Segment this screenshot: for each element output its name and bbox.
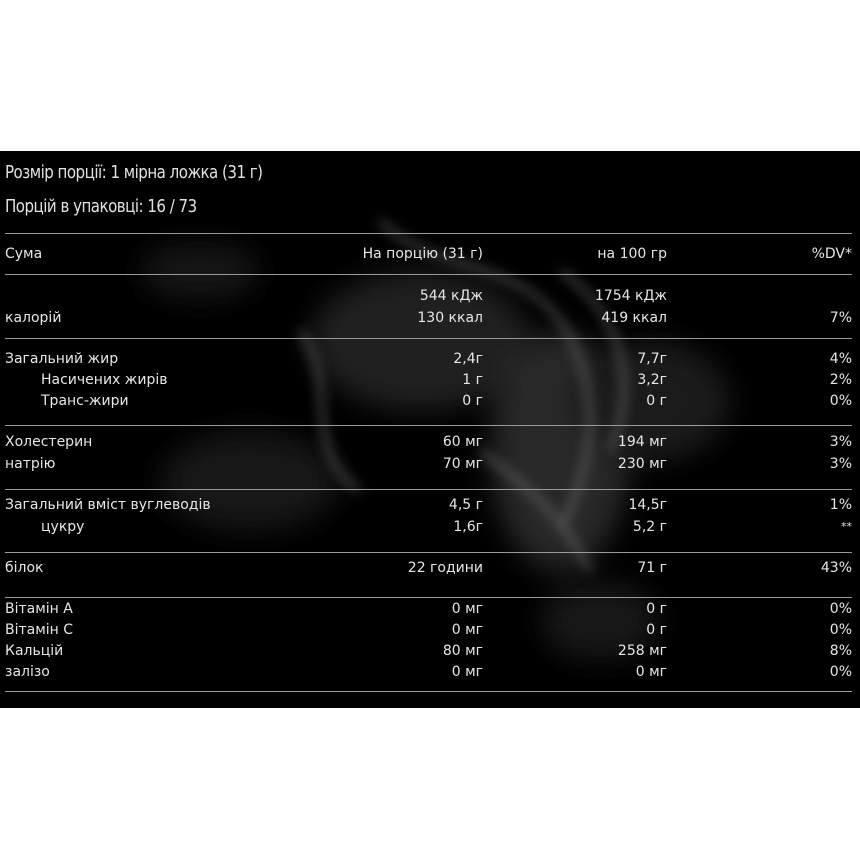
divider — [5, 274, 852, 275]
nutrient-label: Кальцій — [5, 643, 64, 659]
nutrient-per-100g: 0 мг — [635, 664, 667, 680]
nutrient-dv: 0% — [829, 664, 852, 680]
nutrient-label: Холестерин — [5, 434, 93, 450]
divider — [5, 597, 852, 598]
nutrient-per-100g: 258 мг — [617, 643, 667, 659]
nutrition-panel — [0, 151, 860, 708]
energy-dv: 7% — [829, 310, 852, 326]
nutrient-label: натрію — [5, 456, 56, 472]
nutrient-per-serving: 80 мг — [442, 643, 483, 659]
nutrient-dv: 8% — [829, 643, 852, 659]
divider — [5, 489, 852, 490]
column-header-per-serving: На порцію (31 г) — [362, 246, 483, 262]
column-header-dv: %DV* — [811, 246, 852, 262]
energy-kj-per-serving: 544 кДж — [419, 288, 483, 304]
nutrient-dv: 3% — [829, 434, 852, 450]
divider — [5, 552, 852, 553]
smoke-background-image — [0, 151, 860, 708]
nutrient-label: Вітамін А — [5, 601, 73, 617]
nutrient-dv: 0% — [829, 393, 852, 409]
nutrient-per-100g: 14,5г — [628, 497, 667, 513]
nutrient-dv: 0% — [829, 601, 852, 617]
servings-per-container-text: Порцій в упаковці: 16 / 73 — [5, 197, 197, 217]
energy-kj-per-100g: 1754 кДж — [594, 288, 667, 304]
nutrient-per-serving: 70 мг — [442, 456, 483, 472]
nutrient-per-serving: 0 мг — [451, 664, 483, 680]
nutrient-per-100g: 0 г — [646, 622, 667, 638]
column-header-per-100g: на 100 гр — [597, 246, 667, 262]
nutrient-per-100g: 3,2г — [637, 372, 667, 388]
nutrient-per-100g: 0 г — [646, 393, 667, 409]
nutrient-label: цукру — [41, 519, 85, 535]
energy-kcal-per-serving: 130 ккал — [417, 310, 483, 326]
nutrient-per-serving: 60 мг — [442, 434, 483, 450]
nutrient-per-serving: 22 години — [407, 560, 483, 576]
nutrient-per-100g: 230 мг — [617, 456, 667, 472]
nutrient-dv: 1% — [829, 497, 852, 513]
nutrient-per-serving: 2,4г — [453, 351, 483, 367]
nutrient-label: Насичених жирів — [41, 372, 168, 388]
nutrient-dv: 0% — [829, 622, 852, 638]
energy-kcal-per-100g: 419 ккал — [601, 310, 667, 326]
divider — [5, 233, 852, 234]
nutrient-dv: 2% — [829, 372, 852, 388]
nutrient-per-serving: 0 мг — [451, 601, 483, 617]
nutrient-per-serving: 4,5 г — [448, 497, 483, 513]
column-header-amount: Сума — [5, 246, 43, 262]
nutrient-per-100g: 194 мг — [617, 434, 667, 450]
nutrient-dv: 3% — [829, 456, 852, 472]
nutrient-dv: 43% — [820, 560, 852, 576]
nutrient-dv: 4% — [829, 351, 852, 367]
nutrient-label: Загальний вміст вуглеводів — [5, 497, 211, 513]
divider — [5, 691, 852, 692]
nutrient-label: Загальний жир — [5, 351, 119, 367]
nutrient-label: Транс-жири — [41, 393, 129, 409]
divider — [5, 338, 852, 339]
energy-label: калорій — [5, 310, 62, 326]
serving-size-text: Розмір порції: 1 мірна ложка (31 г) — [5, 163, 263, 183]
nutrient-dv: ** — [841, 520, 852, 533]
nutrient-label: залізо — [5, 664, 50, 680]
divider — [5, 425, 852, 426]
nutrient-per-100g: 71 г — [637, 560, 667, 576]
nutrient-label: Вітамін С — [5, 622, 74, 638]
nutrient-per-100g: 7,7г — [637, 351, 667, 367]
nutrient-per-100g: 0 г — [646, 601, 667, 617]
nutrient-per-serving: 0 г — [462, 393, 483, 409]
nutrient-per-serving: 0 мг — [451, 622, 483, 638]
nutrient-per-serving: 1 г — [462, 372, 483, 388]
nutrient-label: білок — [5, 560, 44, 576]
nutrient-per-100g: 5,2 г — [632, 519, 667, 535]
nutrient-per-serving: 1,6г — [453, 519, 483, 535]
